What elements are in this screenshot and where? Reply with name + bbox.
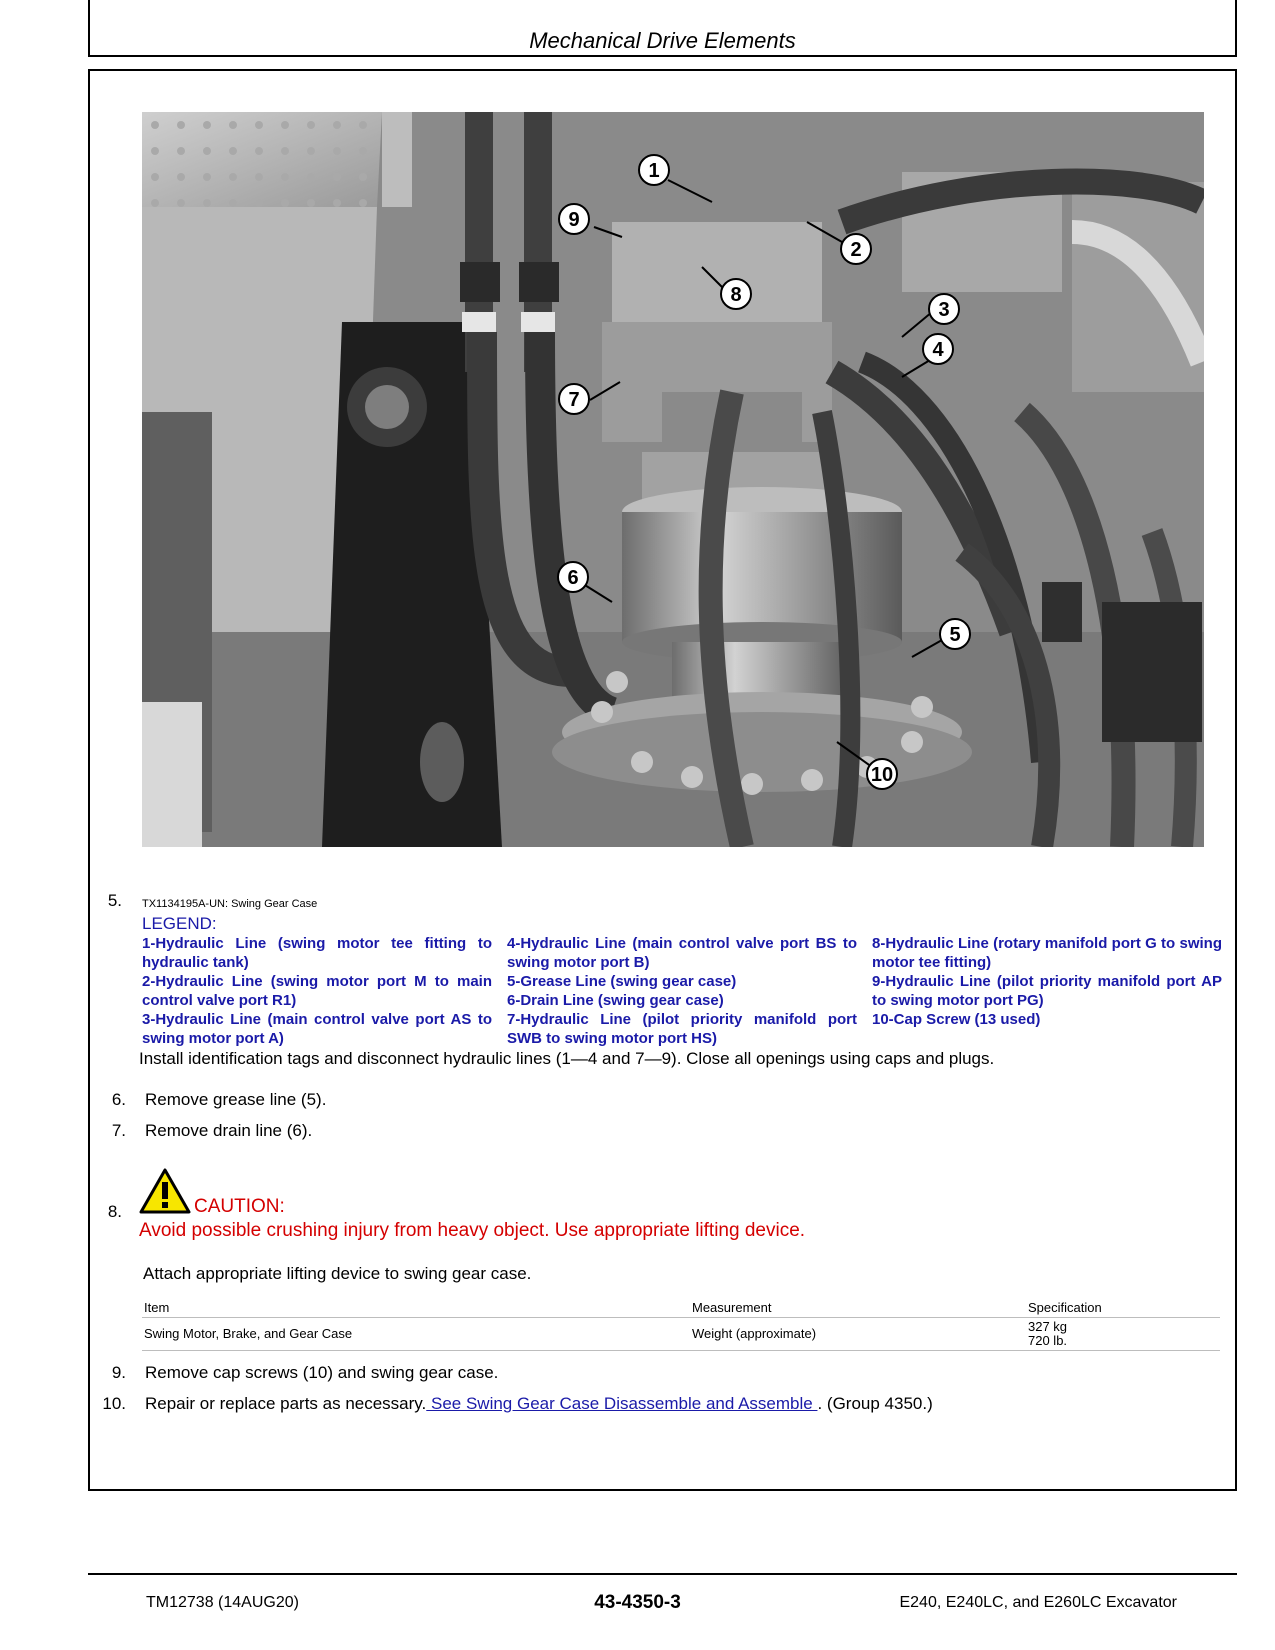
swing-gear-case-figure <box>142 112 1204 847</box>
step-9-number: 9. <box>111 1363 126 1382</box>
column-header-specification: Specification <box>1026 1297 1220 1318</box>
step-8-number: 8. <box>107 1202 122 1221</box>
step-10-text-before: Repair or replace parts as necessary. <box>145 1394 427 1413</box>
cell-item: Swing Motor, Brake, and Gear Case <box>142 1318 690 1351</box>
column-header-item: Item <box>142 1297 690 1318</box>
legend-item: 5-Grease Line (swing gear case) <box>507 973 737 990</box>
legend-item: 1-Hydraulic Line (swing motor tee fitting to hydraulic tank) <box>142 935 492 971</box>
callout-9: 9 <box>568 209 580 231</box>
warning-icon <box>139 1168 191 1219</box>
legend-item: 4-Hydraulic Line (main control valve port BS to swing motor port B) <box>507 935 857 971</box>
step-10-text <box>145 1394 933 1414</box>
footer-machine-models: E240, E240LC, and E260LC Excavator <box>899 1594 1177 1611</box>
step-5-number: 5. <box>107 891 122 910</box>
callout-10: 10 <box>870 764 894 786</box>
caution-text: Avoid possible crushing injury from heavy object. Use appropriate lifting device. <box>139 1220 806 1241</box>
column-header-measurement: Measurement <box>690 1297 1026 1318</box>
spec-imperial: 720 lb. <box>1028 1333 1068 1348</box>
callout-6: 6 <box>567 567 579 589</box>
legend-item: 10-Cap Screw (13 used) <box>872 1011 1041 1028</box>
legend-item: 2-Hydraulic Line (swing motor port M to main control valve port R1) <box>142 973 492 1009</box>
legend-column-1 <box>142 934 492 1048</box>
legend-item: 9-Hydraulic Line (pilot priority manifold port AP to swing motor port PG) <box>872 973 1222 1009</box>
swing-gear-case-disassemble-link[interactable]: See Swing Gear Case Disassemble and Assemble <box>426 1394 818 1413</box>
legend-column-2 <box>507 934 857 1048</box>
figure-caption: TX1134195A-UN: Swing Gear Case <box>142 898 318 910</box>
table-header-row <box>142 1297 1220 1318</box>
step-8-text: Attach appropriate lifting device to swing gear case. <box>143 1264 532 1283</box>
legend-title: LEGEND: <box>142 914 217 933</box>
legend-item: 6-Drain Line (swing gear case) <box>507 992 724 1009</box>
step-6-number: 6. <box>111 1090 126 1109</box>
callout-1: 1 <box>648 160 660 182</box>
step-10-number: 10. <box>102 1394 126 1413</box>
legend-column-3 <box>872 934 1222 1029</box>
legend-item: 7-Hydraulic Line (pilot priority manifold port SWB to swing motor port HS) <box>507 1011 857 1047</box>
step-5-text: Install identification tags and disconnect hydraulic lines (1—4 and 7—9). Close all openings using caps and plugs. <box>139 1049 995 1068</box>
step-7-number: 7. <box>111 1121 126 1140</box>
footer-divider <box>88 1573 1237 1575</box>
spec-metric: 327 kg <box>1028 1319 1068 1334</box>
cell-measurement: Weight (approximate) <box>690 1318 1026 1351</box>
callout-5: 5 <box>949 624 961 646</box>
callout-3: 3 <box>938 299 950 321</box>
caution-label: CAUTION: <box>194 1196 285 1217</box>
callout-4: 4 <box>932 339 944 361</box>
step-7-text: Remove drain line (6). <box>145 1121 313 1140</box>
callout-2: 2 <box>850 239 862 261</box>
legend-item: 3-Hydraulic Line (main control valve port AS to swing motor port A) <box>142 1011 492 1047</box>
footer-manual-id: TM12738 (14AUG20) <box>146 1594 299 1611</box>
footer-page-number: 43-4350-3 <box>594 1592 681 1613</box>
step-6-text: Remove grease line (5). <box>145 1090 327 1109</box>
header-frame <box>88 0 1237 57</box>
callout-7: 7 <box>568 389 580 411</box>
cell-specification <box>1026 1318 1220 1351</box>
callout-8: 8 <box>730 284 742 306</box>
step-9-text: Remove cap screws (10) and swing gear case. <box>145 1363 499 1382</box>
legend-item: 8-Hydraulic Line (rotary manifold port G to swing motor tee fitting) <box>872 935 1222 971</box>
step-10-text-after: . (Group 4350.) <box>817 1394 933 1413</box>
swing-gear-case-illustration <box>142 112 1204 847</box>
table-row <box>142 1318 1220 1351</box>
page-section-title: Mechanical Drive Elements <box>529 28 796 53</box>
specification-table <box>142 1297 1220 1351</box>
